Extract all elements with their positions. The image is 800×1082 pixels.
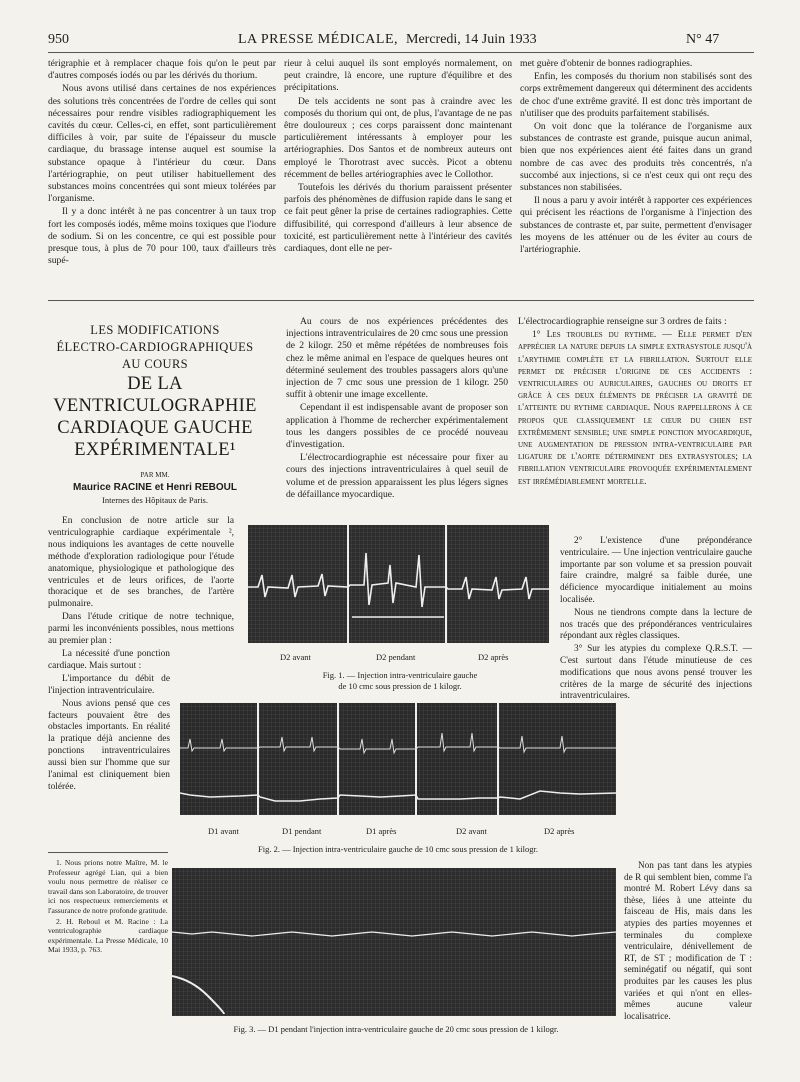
article-title-block xyxy=(48,322,262,505)
fig2-label: D2 après xyxy=(544,826,575,836)
article-title-line: DE LA VENTRICULOGRAPHIE xyxy=(53,374,257,416)
header-rule xyxy=(48,52,754,53)
article-title-line: ÉLECTRO-CARDIOGRAPHIQUES xyxy=(56,340,254,354)
fig1-label: D2 pendant xyxy=(376,652,416,662)
fig2-label: D1 après xyxy=(366,826,397,836)
ecg-trace-image xyxy=(248,525,549,643)
paragraph: L'importance du débit de l'injection intraventriculaire. xyxy=(48,673,170,696)
paragraph: Nous ne tiendrons compte dans la lecture de nos tracés que des prépondérances ventriculaires répondant aux règles classiques. xyxy=(560,607,752,642)
fig2-label: D1 pendant xyxy=(282,826,322,836)
article-title-line: CARDIAQUE GAUCHE xyxy=(57,418,253,438)
paragraph: 1° Les troubles du rythme. — Elle permet d'en apprécier la nature depuis la simple extrasystole jusqu'à l'arythmie complète et la fibrillation. Surtout elle permet de préciser l'origine de ces accidents : ventriculaires ou auriculaires, gauches ou droits et grâce à ces deux éléments de préciser la gravité de l'atteinte du rythme cardiaque. Nous rappellerons à ce propos que classiquement le cœur du chien est extrêmement sensible; une simple ponction myocardique, une augmentation de pression intra-ventriculaire par ligature de l'aorte déterminent des extrasystoles; la fibrillation ventriculaire provoquée expérimentalement est irrémédiablement mortelle. xyxy=(518,329,752,487)
authors: Maurice RACINE et Henri REBOUL xyxy=(73,482,237,493)
section-rule xyxy=(48,300,754,301)
paragraph: Cependant il est indispensable avant de proposer son application à l'homme de rechercher expérimentalement tous les dangers possibles de ce procédé nouveau d'investigation. xyxy=(286,402,508,451)
fig2-label: D2 avant xyxy=(456,826,487,836)
article-middle-column xyxy=(286,316,508,516)
issue-number: N° 47 xyxy=(686,32,720,47)
paragraph: Il nous a paru y avoir intérêt à rapporter ces expériences qui précisent les réactions de l'organisme à l'injection des substances de contraste et, par suite, permettent d'envisager les moyens de les atténuer ou de les éviter au cours de l'artériographie. xyxy=(520,195,752,256)
paragraph: Nous avons utilisé dans certaines de nos expériences des solutions très concentrées de l'ordre de celles qui sont nécessaires pour rendre visibles radiographiquement les cavités du cœur. Celles-ci, en effet, sont particulièrement difficiles à voir, par suite de l'épaisseur du muscle cardiaque, du brassage intense auquel est soumise la substance opaque à l'intérieur du cœur. Dans l'artériographie, on peut utiliser habituellement des substances moins concentrées qui sont mieux tolérées par l'organisme. xyxy=(48,83,276,205)
top-column-1 xyxy=(48,58,276,290)
fig1-label: D2 après xyxy=(478,652,509,662)
paragraph: L'électrocardiographie est nécessaire pour fixer au cours des injections intraventriculaires à quel seuil de volume et de pression apparaissent les plus légers signes de défaillance myocardique. xyxy=(286,452,508,500)
caption-line: Fig. 1. — Injection intra-ventriculaire gauche xyxy=(322,670,478,680)
article-right-column-top xyxy=(518,316,752,530)
caption-line: de 10 cmc sous pression de 1 kilogr. xyxy=(338,681,462,691)
paragraph: Nous avions pensé que ces facteurs pouvaient être des obstacles importants. En réalité la pratique déjà ancienne des ponctions intraventriculaires aussi bien sur l'homme que sur l'animal est cliniquement bien tolérée. xyxy=(48,698,170,792)
paragraph: Au cours de nos expériences précédentes des injections intraventriculaires de 20 cmc sous une pression de 2 kilogr. 250 et même répétées de nombreuses fois chez le même animal en l'espace de quelques heures ont déterminé seulement des troubles passagers alors qu'une injection de 7 cmc sous une pression de 1 kilogr. 250 suffit à obtenir une image excellente. xyxy=(286,316,508,401)
paragraph: rieur à celui auquel ils sont employés normalement, on peut craindre, là encore, une rupture d'équilibre et des précipitations. xyxy=(284,58,512,94)
paragraph: Non pas tant dans les atypies de R qui semblent bien, comme l'a montré M. Robert Lévy dans sa thèse, liées à une atteinte du faisceau de His, mais dans les atypies des parties moyennes et terminales du complexe ventriculaire, dénivellement de RT, de ST ; modification de T : seminégatif ou négatif, qui sont produites par les causes les plus variées et qui n'ont en elles-mêmes aucune valeur localisatrice. xyxy=(624,860,752,1021)
paragraph: Enfin, les composés du thorium non stabilisés sont des corps extrêmement dangereux qui déterminent des accidents de choc d'une extrême gravité. Il est donc très important de n'utiliser que des produits parfaitement stabilisés. xyxy=(520,71,752,119)
paragraph: 3° Sur les atypies du complexe Q.R.S.T. — C'est surtout dans l'étude minutieuse de ces modifications que nous avons pensé trouver les critères de la marge de sécurité des injections intraventriculaires. xyxy=(560,644,752,700)
figure-2-caption: Fig. 2. — Injection intra-ventriculaire gauche de 10 cmc sous pression de 1 kilogr. xyxy=(258,844,538,854)
fig2-label: D1 avant xyxy=(208,826,239,836)
article-title-line: LES MODIFICATIONS xyxy=(90,323,220,337)
paragraph: met guère d'obtenir de bonnes radiographies. xyxy=(520,58,693,69)
paragraph: Toutefois les dérivés du thorium paraissent présenter parfois des phénomènes de diffusion rapide dans le sang et ce fait peut gêner la prise de certaines radiographies. Cette diffusibilité, qui correspond d'ailleurs à leur absence de toxicité, est particulièrement nette à l'intérieur des cavités cardiaques, dont elle ne per- xyxy=(284,182,512,255)
article-title-line: AU COURS xyxy=(121,357,189,371)
paragraph: Il y a donc intérêt à ne pas concentrer à un taux trop fort les composés iodés, même moins toxiques que l'iodure de sodium. Si on les concentre, ce qui est possible pour presque tous, à plus de 70 pour 100, taux d'ailleurs très supé- xyxy=(48,206,276,267)
figure-3-caption: Fig. 3. — D1 pendant l'injection intra-ventriculaire gauche de 20 cmc sous pression de 1 kilogr. xyxy=(233,1024,559,1034)
top-column-2 xyxy=(284,58,512,290)
issue-date: Mercredi, 14 Juin 1933 xyxy=(406,32,537,47)
paragraph: En conclusion de notre article sur la ventriculographie cardiaque expérimentale ², nous indiquions les avantages de cette nouvelle méthode d'exploration radiologique pour l'étude anatomique, physiologique et pathologique des ventricules et de leurs orifices, de l'aorte thoracique et de ses branches, de l'artère pulmonaire. xyxy=(48,516,234,610)
figure-1-caption xyxy=(290,670,510,692)
fig1-label: D2 avant xyxy=(280,652,311,662)
figure-2-ecg xyxy=(180,703,616,815)
paragraph: 2° L'existence d'une prépondérance ventriculaire. — Une injection ventriculaire gauche importante par son volume et sa pression pouvait faire craindre, malgré sa faible durée, une déficience myocardique initialement au moins localisée. xyxy=(560,536,752,605)
footnote: 2. H. Reboul et M. Racine : La ventriculographie cardiaque expérimentale. La Presse Médicale, 10 Mai 1933, p. 763. xyxy=(48,916,168,955)
paragraph: térigraphie et à remplacer chaque fois qu'on le peut par d'autres composés iodés ou par les dérivés du thorium. xyxy=(48,58,276,82)
figure-1-ecg xyxy=(248,525,549,643)
article-right-column-mid xyxy=(560,536,752,700)
paragraph: Dans l'étude critique de notre technique, parmi les inconvénients possibles, nous mettions au premier plan : xyxy=(48,612,234,647)
paragraph: La nécessité d'une ponction cardiaque. Mais surtout : xyxy=(48,648,170,671)
top-column-3 xyxy=(520,58,752,290)
paragraph: On voit donc que la tolérance de l'organisme aux substances de contraste est grande, puisque aucun animal, bien que nos expériences aient été faites dans un grand nombre de cas avec des produits très concentrés, n'a succombé aux injections, si ce n'est ceux qui ont reçu des substances non stabilisées. xyxy=(520,121,752,194)
paragraph: De tels accidents ne sont pas à craindre avec les composés du thorium qui ont, de plus, l'avantage de ne pas être douloureux ; ces corps paraissent donc maintenant particulièrement intéressants à employer pour les artériographies. Dos Santos et de nombreux auteurs ont employé le Thorotrast avec succès. Picot a obtenu récemment de belles artériographies avec le Collothor. xyxy=(284,95,512,180)
figure-3-ecg xyxy=(172,868,616,1016)
article-right-column-gap xyxy=(624,700,752,860)
ecg-trace-image xyxy=(180,703,616,815)
affiliation: Internes des Hôpitaux de Paris. xyxy=(102,495,208,505)
journal-name: LA PRESSE MÉDICALE, xyxy=(238,32,399,47)
footnote-rule xyxy=(48,852,168,853)
ecg-trace-image xyxy=(172,868,616,1016)
authors-prefix: PAR MM. xyxy=(140,471,170,479)
footnotes xyxy=(48,858,168,1054)
paragraph: L'électrocardiographie renseigne sur 3 ordres de faits : xyxy=(518,316,727,327)
article-title-line: EXPÉRIMENTALE¹ xyxy=(74,440,236,460)
footnote: 1. Nous prions notre Maître, M. le Professeur agrégé Lian, qui a bien voulu nous permettre de réaliser ce travail dans son Laboratoire, de trouver ici nos respectueux remerciements et l'assurance de notre profonde gratitude. xyxy=(48,858,168,915)
page-number: 950 xyxy=(48,32,69,47)
article-right-column-bottom xyxy=(624,860,752,1056)
